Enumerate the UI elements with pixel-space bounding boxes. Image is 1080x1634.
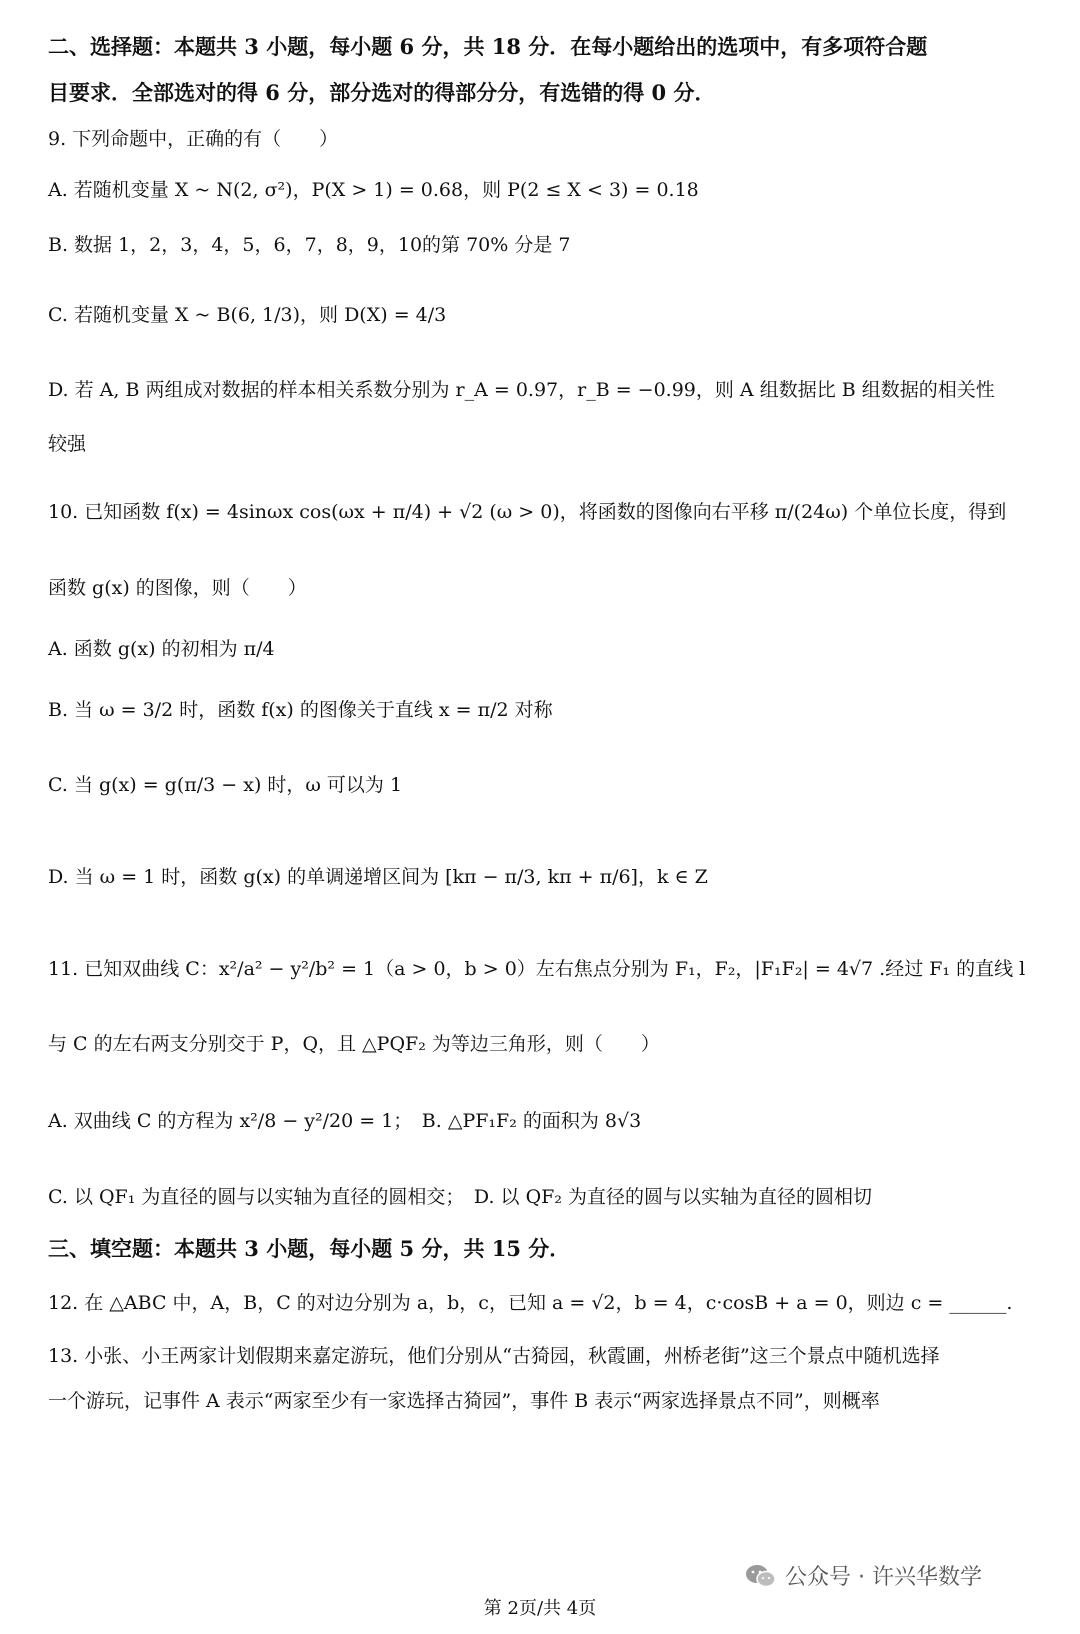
q9-option-d-line2: 较强: [48, 433, 87, 455]
q10-option-a: A. 函数 g(x) 的初相为 π/4: [48, 638, 275, 660]
q9-option-c: C. 若随机变量 X ~ B(6, 1/3)，则 D(X) = 4/3: [48, 304, 447, 326]
q10-stem-line2: 函数 g(x) 的图像，则（ ）: [48, 577, 307, 599]
q11-options-cd: C. 以 QF₁ 为直径的圆与以实轴为直径的圆相交； D. 以 QF₂ 为直径的圆与以实轴为直径的圆相切: [48, 1186, 872, 1208]
watermark: [745, 1560, 982, 1591]
section3-heading: 三、填空题：本题共 3 小题，每小题 5 分，共 15 分．: [48, 1236, 571, 1261]
wechat-icon: [745, 1563, 777, 1589]
q10-option-b: B. 当 ω = 3/2 时，函数 f(x) 的图像关于直线 x = π/2 对称: [48, 699, 553, 721]
q11-stem-line1: 11. 已知双曲线 C：x²/a² − y²/b² = 1（a > 0，b > 0）左右焦点分别为 F₁，F₂，|F₁F₂| = 4√7 .经过 F₁ 的直线 l: [48, 958, 1026, 980]
q13-line2: 一个游玩，记事件 A 表示“两家至少有一家选择古猗园”，事件 B 表示“两家选择景点不同”，则概率: [48, 1390, 880, 1412]
page-number: 第 2页/共 4页: [483, 1598, 597, 1619]
section2-heading-line2: 目要求．全部选对的得 6 分，部分选对的得部分分，有选错的得 0 分．: [48, 80, 716, 105]
q9-option-d-line1: D. 若 A, B 两组成对数据的样本相关系数分别为 r_A = 0.97，r_B = −0.99，则 A 组数据比 B 组数据的相关性: [48, 379, 995, 401]
q12-text: 12. 在 △ABC 中，A，B，C 的对边分别为 a，b，c，已知 a = √2，b = 4，c·cosB + a = 0，则边 c = ______.: [48, 1292, 1013, 1314]
q9-option-a: A. 若随机变量 X ~ N(2, σ²)，P(X > 1) = 0.68，则 P(2 ≤ X < 3) = 0.18: [48, 179, 699, 201]
q9-stem: 9. 下列命题中，正确的有（ ）: [48, 128, 339, 150]
section2-heading-line1: 二、选择题：本题共 3 小题，每小题 6 分，共 18 分．在每小题给出的选项中，有多项符合题: [48, 34, 928, 59]
q11-options-ab: A. 双曲线 C 的方程为 x²/8 − y²/20 = 1； B. △PF₁F₂ 的面积为 8√3: [48, 1110, 642, 1132]
q10-option-d: D. 当 ω = 1 时，函数 g(x) 的单调递增区间为 [kπ − π/3, kπ + π/6]，k ∈ Z: [48, 866, 708, 888]
q11-stem-line2: 与 C 的左右两支分别交于 P，Q，且 △PQF₂ 为等边三角形，则（ ）: [48, 1033, 660, 1055]
q10-stem-line1: 10. 已知函数 f(x) = 4sinωx cos(ωx + π/4) + √2 (ω > 0)，将函数的图像向右平移 π/(24ω) 个单位长度，得到: [48, 501, 1007, 523]
q10-option-c: C. 当 g(x) = g(π/3 − x) 时，ω 可以为 1: [48, 774, 403, 796]
q9-option-b: B. 数据 1，2，3，4，5，6，7，8，9，10的第 70% 分是 7: [48, 234, 571, 256]
q13-line1: 13. 小张、小王两家计划假期来嘉定游玩，他们分别从“古猗园，秋霞圃，州桥老街”这三个景点中随机选择: [48, 1345, 940, 1367]
watermark-text: 公众号 · 许兴华数学: [785, 1565, 982, 1590]
